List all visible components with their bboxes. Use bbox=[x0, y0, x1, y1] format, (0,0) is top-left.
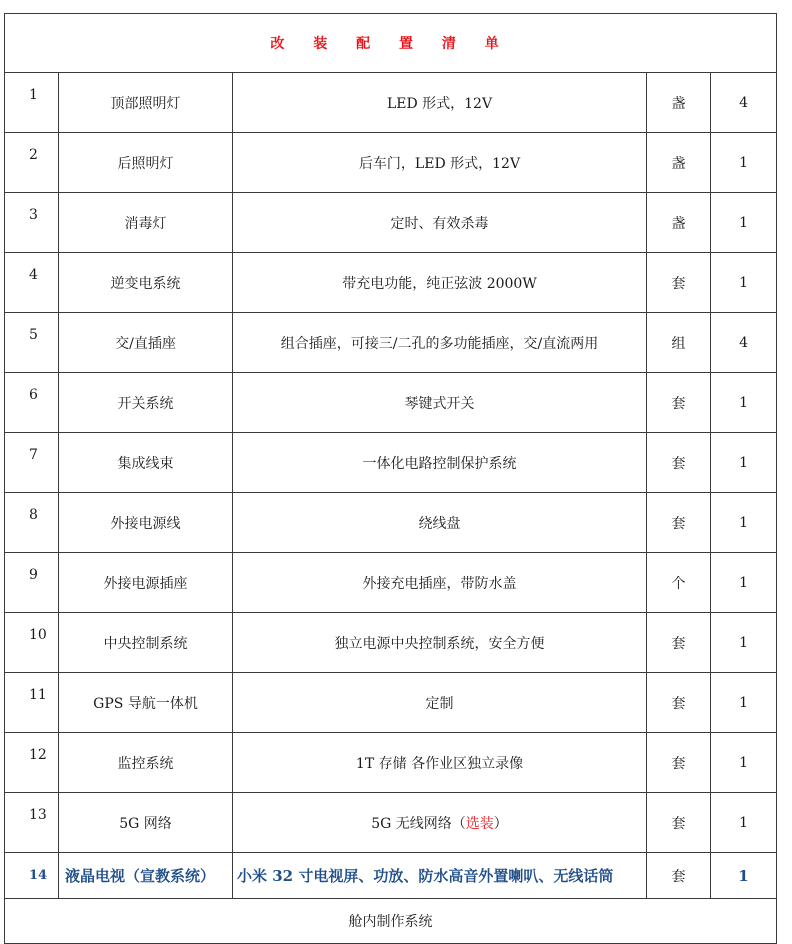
item-qty: 1 bbox=[711, 613, 777, 673]
item-unit: 套 bbox=[647, 793, 711, 853]
row-number: 13 bbox=[5, 793, 59, 853]
item-spec: 绕线盘 bbox=[233, 493, 647, 553]
item-name: 逆变电系统 bbox=[59, 253, 233, 313]
row-number: 3 bbox=[5, 193, 59, 253]
table-row bbox=[5, 73, 777, 133]
item-qty: 1 bbox=[711, 433, 777, 493]
item-unit: 个 bbox=[647, 553, 711, 613]
table-row bbox=[5, 553, 777, 613]
page-title: 改 装 配 置 清 单 bbox=[5, 14, 777, 73]
item-name: 开关系统 bbox=[59, 373, 233, 433]
item-name: 中央控制系统 bbox=[59, 613, 233, 673]
item-unit: 套 bbox=[647, 373, 711, 433]
item-qty: 1 bbox=[711, 553, 777, 613]
item-spec: 独立电源中央控制系统，安全方便 bbox=[233, 613, 647, 673]
section-heading: 舱内制作系统 bbox=[5, 899, 777, 944]
table-row-highlighted bbox=[5, 853, 777, 899]
row-number: 11 bbox=[5, 673, 59, 733]
item-qty: 1 bbox=[711, 253, 777, 313]
item-name: 外接电源线 bbox=[59, 493, 233, 553]
item-qty: 4 bbox=[711, 73, 777, 133]
item-name: 后照明灯 bbox=[59, 133, 233, 193]
item-name: 液晶电视（宣教系统） bbox=[59, 853, 233, 899]
table-row bbox=[5, 133, 777, 193]
item-unit: 套 bbox=[647, 493, 711, 553]
item-qty: 1 bbox=[711, 673, 777, 733]
row-number: 6 bbox=[5, 373, 59, 433]
item-name: 顶部照明灯 bbox=[59, 73, 233, 133]
item-spec: 1T 存储 各作业区独立录像 bbox=[233, 733, 647, 793]
table-row bbox=[5, 673, 777, 733]
table-row bbox=[5, 433, 777, 493]
spec-text-end: ） bbox=[493, 815, 508, 832]
table-row bbox=[5, 493, 777, 553]
row-number: 9 bbox=[5, 553, 59, 613]
row-number: 8 bbox=[5, 493, 59, 553]
row-number: 7 bbox=[5, 433, 59, 493]
table-row bbox=[5, 373, 777, 433]
item-spec: 带充电功能，纯正弦波 2000W bbox=[233, 253, 647, 313]
item-qty: 4 bbox=[711, 313, 777, 373]
item-unit: 套 bbox=[647, 733, 711, 793]
item-spec: 组合插座，可接三/二孔的多功能插座，交/直流两用 bbox=[233, 313, 647, 373]
item-unit: 套 bbox=[647, 673, 711, 733]
item-qty: 1 bbox=[711, 373, 777, 433]
item-unit: 盏 bbox=[647, 193, 711, 253]
row-number: 4 bbox=[5, 253, 59, 313]
table-row bbox=[5, 793, 777, 853]
item-unit: 盏 bbox=[647, 133, 711, 193]
row-number: 14 bbox=[5, 853, 59, 899]
item-qty: 1 bbox=[711, 793, 777, 853]
item-name: 交/直插座 bbox=[59, 313, 233, 373]
item-unit: 组 bbox=[647, 313, 711, 373]
item-name: 消毒灯 bbox=[59, 193, 233, 253]
item-qty: 1 bbox=[711, 193, 777, 253]
item-spec: LED 形式，12V bbox=[233, 73, 647, 133]
table-row bbox=[5, 253, 777, 313]
item-qty: 1 bbox=[711, 133, 777, 193]
table-row bbox=[5, 613, 777, 673]
item-spec bbox=[233, 793, 647, 853]
config-table bbox=[4, 13, 777, 944]
table-row bbox=[5, 313, 777, 373]
item-name: 监控系统 bbox=[59, 733, 233, 793]
table-row bbox=[5, 193, 777, 253]
item-spec: 琴键式开关 bbox=[233, 373, 647, 433]
row-number: 1 bbox=[5, 73, 59, 133]
item-unit: 套 bbox=[647, 613, 711, 673]
item-unit: 盏 bbox=[647, 73, 711, 133]
item-unit: 套 bbox=[647, 853, 711, 899]
item-spec: 定时、有效杀毒 bbox=[233, 193, 647, 253]
row-number: 12 bbox=[5, 733, 59, 793]
table-row bbox=[5, 733, 777, 793]
item-spec: 外接充电插座，带防水盖 bbox=[233, 553, 647, 613]
optional-note: 选装 bbox=[465, 815, 494, 832]
item-spec: 定制 bbox=[233, 673, 647, 733]
item-name: 5G 网络 bbox=[59, 793, 233, 853]
item-qty: 1 bbox=[711, 493, 777, 553]
item-name: 集成线束 bbox=[59, 433, 233, 493]
item-name: GPS 导航一体机 bbox=[59, 673, 233, 733]
item-name: 外接电源插座 bbox=[59, 553, 233, 613]
row-number: 5 bbox=[5, 313, 59, 373]
item-unit: 套 bbox=[647, 433, 711, 493]
item-qty: 1 bbox=[711, 853, 777, 899]
spec-text: 5G 无线网络（ bbox=[371, 815, 466, 832]
title-row bbox=[5, 14, 777, 73]
item-spec: 小米 32 寸电视屏、功放、防水高音外置喇叭、无线话筒 bbox=[233, 853, 647, 899]
footer-row bbox=[5, 899, 777, 944]
item-spec: 后车门，LED 形式，12V bbox=[233, 133, 647, 193]
row-number: 10 bbox=[5, 613, 59, 673]
item-qty: 1 bbox=[711, 733, 777, 793]
row-number: 2 bbox=[5, 133, 59, 193]
item-unit: 套 bbox=[647, 253, 711, 313]
item-spec: 一体化电路控制保护系统 bbox=[233, 433, 647, 493]
